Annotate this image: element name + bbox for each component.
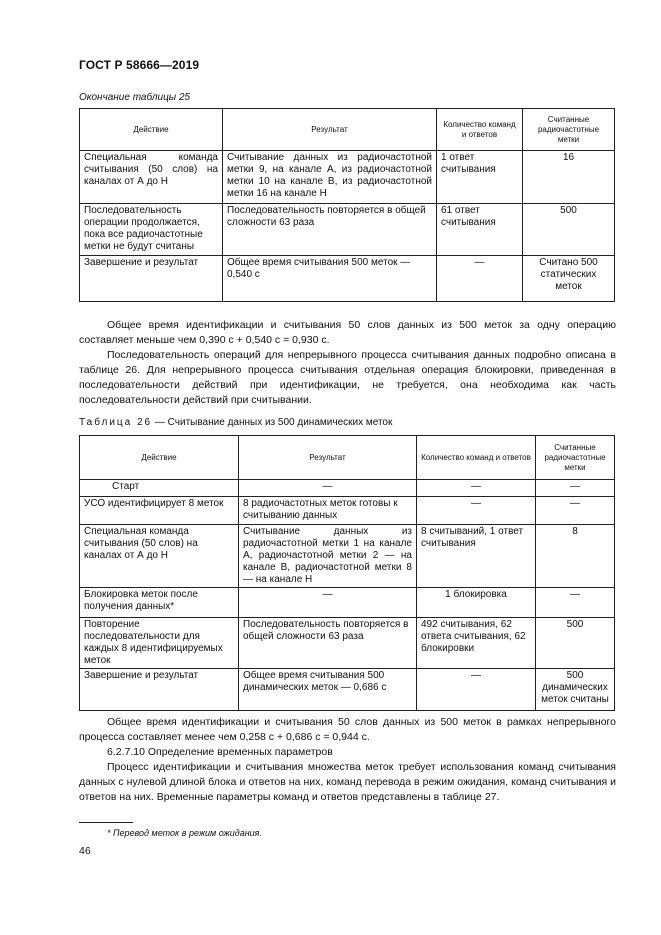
table-cell: 500 динамических меток считаны <box>536 669 615 711</box>
table-row <box>80 256 615 302</box>
table-cell: Завершение и результат <box>80 256 223 302</box>
table-cell: — <box>437 256 523 302</box>
table-row <box>80 497 615 525</box>
table-cell: — <box>536 588 615 618</box>
table-cell: Считывание данных из радиочастотной метки 9, на канале А, из радиочастотной метки 10 на канале В, из радиочастотной метки 16 на канале Н <box>223 151 437 204</box>
table-25 <box>79 108 615 302</box>
table-cell: Общее время считывания 500 динамических меток — 0,686 с <box>239 669 417 711</box>
table-cell: Последовательность повторяется в общей сложности 63 раза <box>239 618 417 669</box>
table-cell: Считывание данных из радиочастотной метки 1 на канале А, радиочастотной метки 2 — на канале В, радиочастотной метки 8 — на канале Н <box>239 525 417 588</box>
table25-caption: Окончание таблицы 25 <box>79 92 191 103</box>
paragraph: Общее время идентификации и считывания 50 слов данных из 500 меток за одну операцию составляет меньше чем 0,390 с + 0,540 с = 0,930 с. <box>79 319 616 346</box>
footnote-divider <box>79 822 133 823</box>
paragraph: Общее время идентификации и считывания 50 слов данных из 500 меток в рамках непрерывного процесса составляет менее чем 0,258 с + 0,686 с = 0,944 с. <box>79 716 616 743</box>
paragraph: Последовательность операций для непрерывного процесса считывания данных подробно описана в таблице 26. Для непрерывного процесса считывания отдельная операция блокировки, приведенная в последовательности действий при идентификации, не требуется, она необходима как часть последовательности действий при считывании. <box>79 349 616 406</box>
footnote: * Перевод меток в режим ожидания. <box>107 828 262 838</box>
table-cell: 1 ответ считывания <box>437 151 523 204</box>
column-header: Считанные радиочастотные метки <box>536 436 615 480</box>
table26-caption-text: — Считывание данных из 500 динамических меток <box>154 417 393 428</box>
column-header: Количество команд и ответов <box>437 109 523 151</box>
table-cell: 61 ответ считывания <box>437 204 523 256</box>
table-cell: — <box>239 588 417 618</box>
table-cell: — <box>417 497 536 525</box>
page-number: 46 <box>79 845 91 857</box>
table-cell: Специальная команда считывания (50 слов) на каналах от А до Н <box>80 525 239 588</box>
table26-caption <box>79 417 392 428</box>
table-cell: Блокировка меток после получения данных* <box>80 588 239 618</box>
table-cell: Старт <box>80 480 239 497</box>
table-26 <box>79 435 615 711</box>
column-header: Действие <box>80 436 239 480</box>
table-row <box>80 525 615 588</box>
table26-caption-label: Таблица 26 <box>79 417 153 428</box>
table-row <box>80 588 615 618</box>
table-cell: Последовательность операции продолжается, пока все радиочастотные метки не будут считаны <box>80 204 223 256</box>
table-cell: — <box>417 669 536 711</box>
table-cell: 8 считываний, 1 ответ считывания <box>417 525 536 588</box>
document-header: ГОСТ Р 58666—2019 <box>79 58 200 72</box>
column-header: Результат <box>223 109 437 151</box>
table-cell: Завершение и результат <box>80 669 239 711</box>
table-cell: 492 считывания, 62 ответа считывания, 62 блокировки <box>417 618 536 669</box>
table-cell: — <box>536 480 615 497</box>
table-cell: Общее время считывания 500 меток — 0,540 с <box>223 256 437 302</box>
table-cell: Считано 500 статических меток <box>523 256 615 302</box>
column-header: Количество команд и ответов <box>417 436 536 480</box>
table-cell: 1 блокировка <box>417 588 536 618</box>
table-header-row <box>80 436 615 480</box>
table-row <box>80 151 615 204</box>
table-cell: 8 <box>536 525 615 588</box>
table-cell: 16 <box>523 151 615 204</box>
table-cell: 500 <box>523 204 615 256</box>
table-cell: — <box>417 480 536 497</box>
paragraph: Процесс идентификации и считывания множества меток требует использования команд считывания данных с нулевой длиной блока и ответов на них, команд перевода в режим ожидания, команд считывания и ответов на них. Временные параметры команд и ответов представлены в таблице 27. <box>79 761 616 803</box>
table-cell: Специальная команда считывания (50 слов) на каналах от А до Н <box>80 151 223 204</box>
table-cell: — <box>536 497 615 525</box>
table-row <box>80 618 615 669</box>
column-header: Результат <box>239 436 417 480</box>
table-cell: 8 радиочастотных меток готовы к считыванию данных <box>239 497 417 525</box>
table-cell: Повторение последовательности для каждых 8 идентифицируемых меток <box>80 618 239 669</box>
column-header: Действие <box>80 109 223 151</box>
table-row <box>80 669 615 711</box>
table-row <box>80 204 615 256</box>
table-cell: Последовательность повторяется в общей сложности 63 раза <box>223 204 437 256</box>
table-cell: УСО идентифицирует 8 меток <box>80 497 239 525</box>
table-header-row <box>80 109 615 151</box>
column-header: Считанные радиочастотные метки <box>523 109 615 151</box>
table-row <box>80 480 615 497</box>
table-cell: — <box>239 480 417 497</box>
section-heading: 6.2.7.10 Определение временных параметров <box>107 746 333 758</box>
table-cell: 500 <box>536 618 615 669</box>
